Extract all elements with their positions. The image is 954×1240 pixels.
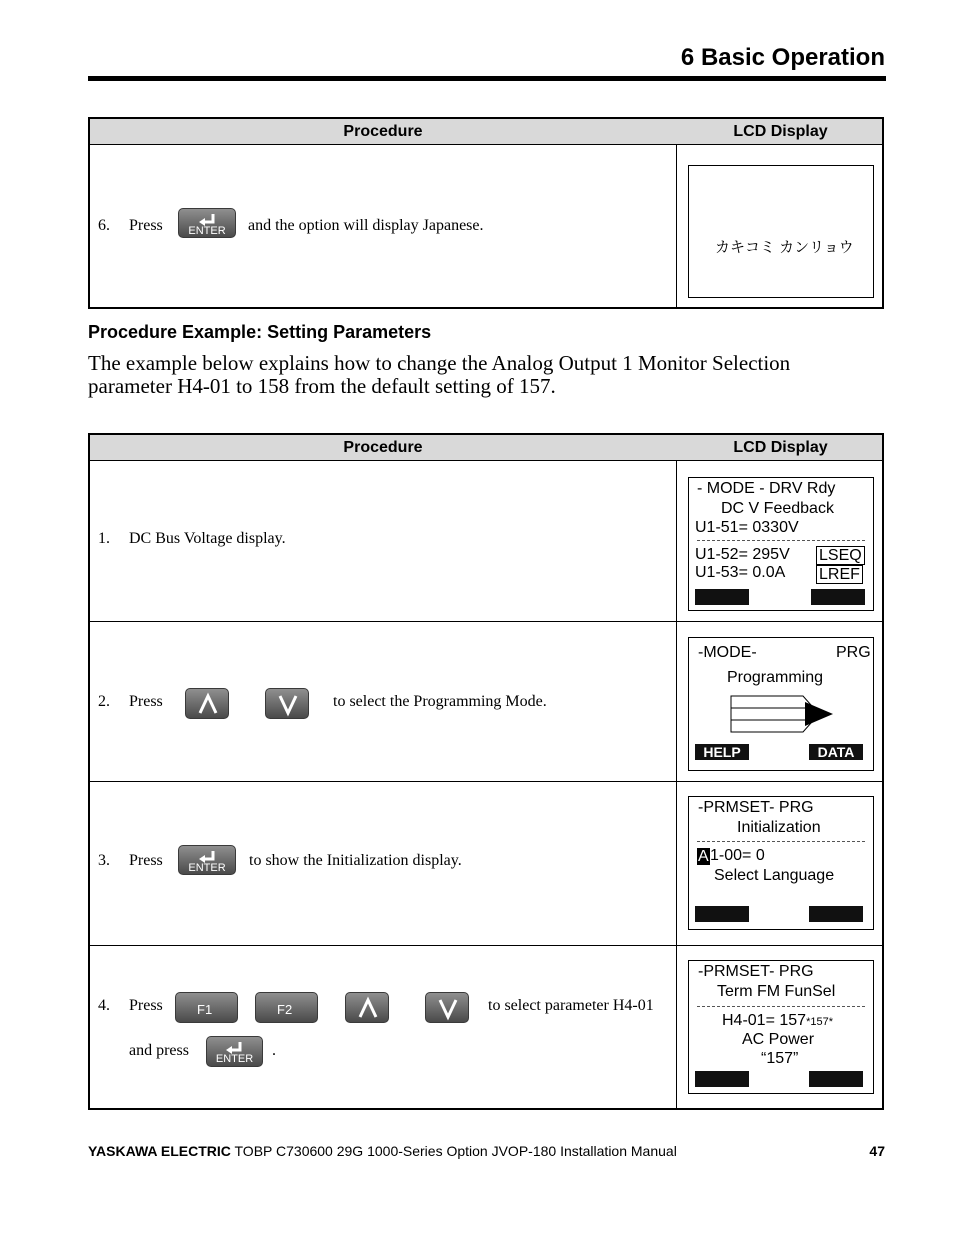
down-arrow-icon: [426, 993, 470, 1024]
section-heading: Procedure Example: Setting Parameters: [88, 322, 432, 342]
step-description: and the option will display Japanese.: [248, 217, 484, 234]
lcd-feedback-line: DC V Feedback: [721, 500, 834, 517]
step-number: 2.: [98, 693, 110, 710]
step-description: DC Bus Voltage display.: [129, 530, 286, 547]
up-arrow-icon: [186, 689, 230, 720]
f2-key-button[interactable]: [255, 992, 318, 1023]
lcd-cursor: A: [698, 848, 709, 865]
step-press-label: Press: [129, 693, 163, 710]
footer-brand: YASKAWA ELECTRIC: [88, 1143, 231, 1159]
step-and-press-label: and press: [129, 1042, 189, 1059]
enter-key-label: ENTER: [188, 225, 226, 237]
lcd-u1-52-line: U1-52= 295V: [695, 546, 790, 563]
lcd-prg-label: PRG: [836, 644, 871, 661]
step-description: to select the Programming Mode.: [333, 693, 547, 710]
up-arrow-icon: [346, 993, 390, 1024]
step-period: .: [272, 1042, 276, 1059]
lcd-divider: [697, 841, 865, 842]
lcd-initialization-label: Initialization: [737, 819, 821, 836]
table-header-row: [90, 435, 882, 461]
lcd-h4-01-text: H4-01= 157: [722, 1012, 807, 1029]
step-press-label: Press: [129, 217, 163, 234]
lcd-softkey-right: [809, 1071, 863, 1087]
page-number: 47: [869, 1143, 885, 1159]
lcd-u1-51-line: U1-51= 0330V: [695, 519, 799, 536]
lcd-divider: [697, 1006, 865, 1007]
lcd-prmset-line: -PRMSET- PRG: [698, 963, 814, 980]
lcd-help-softkey: HELP: [695, 744, 749, 760]
step-press-label: Press: [129, 852, 163, 869]
column-header-procedure: Procedure: [343, 123, 423, 140]
lcd-quoted-value: “157”: [761, 1050, 799, 1067]
table-row-step-2: [90, 622, 882, 782]
lcd-softkey-right: [809, 906, 863, 922]
down-key-button[interactable]: [265, 688, 309, 719]
enter-key-label: ENTER: [215, 1053, 254, 1065]
procedure-table-2: [88, 433, 884, 1110]
lcd-lseq-indicator: LSEQ: [816, 546, 865, 565]
enter-key-label: ENTER: [188, 862, 226, 874]
step-press-label: Press: [129, 997, 163, 1014]
table-header-row: [90, 119, 882, 145]
header-rule: [88, 76, 886, 81]
column-header-procedure: Procedure: [343, 439, 423, 456]
down-key-button[interactable]: [425, 992, 469, 1023]
lcd-select-language-label: Select Language: [714, 867, 835, 884]
lcd-ac-power-label: AC Power: [742, 1031, 815, 1048]
step-number: 4.: [98, 997, 110, 1014]
step-description: to select parameter H4-01: [488, 997, 654, 1014]
lcd-h4-01-value: [722, 1012, 833, 1030]
enter-key-button[interactable]: [178, 208, 236, 238]
lcd-lref-indicator: LREF: [816, 565, 863, 584]
lcd-term-fm-funsel-label: Term FM FunSel: [717, 983, 836, 1000]
table-row-step-1: [90, 461, 882, 622]
lcd-data-softkey: DATA: [809, 744, 863, 760]
lcd-display: [688, 637, 874, 771]
lcd-display: [688, 796, 874, 930]
step-description: to show the Initialization display.: [249, 852, 462, 869]
section-intro: The example below explains how to change the Analog Output 1 Monitor Selection parameter H4-01 to 158 from the default setting of 157.: [88, 351, 791, 398]
down-arrow-icon: [266, 689, 310, 720]
page-title: 6 Basic Operation: [680, 44, 885, 71]
lcd-parameter-line: 1-00= 0: [710, 847, 765, 864]
procedure-table-1: [88, 117, 884, 309]
f1-key-label: F1: [197, 1002, 213, 1017]
lcd-display: [688, 477, 874, 611]
f1-key-button[interactable]: [175, 992, 238, 1023]
lcd-softkey-left: [695, 589, 749, 605]
footer-doc-title: TOBP C730600 29G 1000-Series Option JVOP-180 Installation Manual: [230, 1143, 677, 1159]
pencil-icon: [729, 694, 839, 736]
lcd-u1-53-line: U1-53= 0.0A: [695, 564, 786, 581]
lcd-display: [688, 165, 874, 298]
lcd-prmset-line: -PRMSET- PRG: [698, 799, 814, 816]
step-number: 6.: [98, 217, 110, 234]
lcd-japanese-text: カキコミ カンリョウ: [715, 239, 854, 256]
lcd-softkey-right: [811, 589, 865, 605]
step-number: 1.: [98, 530, 110, 547]
lcd-display: [688, 960, 874, 1094]
lcd-mode-label: -MODE-: [698, 644, 757, 661]
footer-text: [88, 1143, 677, 1159]
step-number: 3.: [98, 852, 110, 869]
column-header-lcd-display: LCD Display: [733, 123, 828, 140]
column-header-lcd-display: LCD Display: [733, 439, 828, 456]
enter-key-button[interactable]: [178, 845, 236, 875]
lcd-programming-label: Programming: [727, 669, 824, 686]
up-key-button[interactable]: [185, 688, 229, 719]
f2-key-label: F2: [277, 1002, 293, 1017]
up-key-button[interactable]: [345, 992, 389, 1023]
enter-key-button[interactable]: [206, 1036, 263, 1067]
table-row-step-3: [90, 782, 882, 946]
lcd-softkey-left: [695, 1071, 749, 1087]
table-row-step-4: [90, 946, 882, 1110]
lcd-default-marker: *157*: [806, 1016, 833, 1028]
lcd-mode-line: - MODE - DRV Rdy: [697, 480, 836, 497]
lcd-divider: [697, 540, 865, 541]
lcd-softkey-left: [695, 906, 749, 922]
table-row-step-6: [90, 145, 882, 308]
